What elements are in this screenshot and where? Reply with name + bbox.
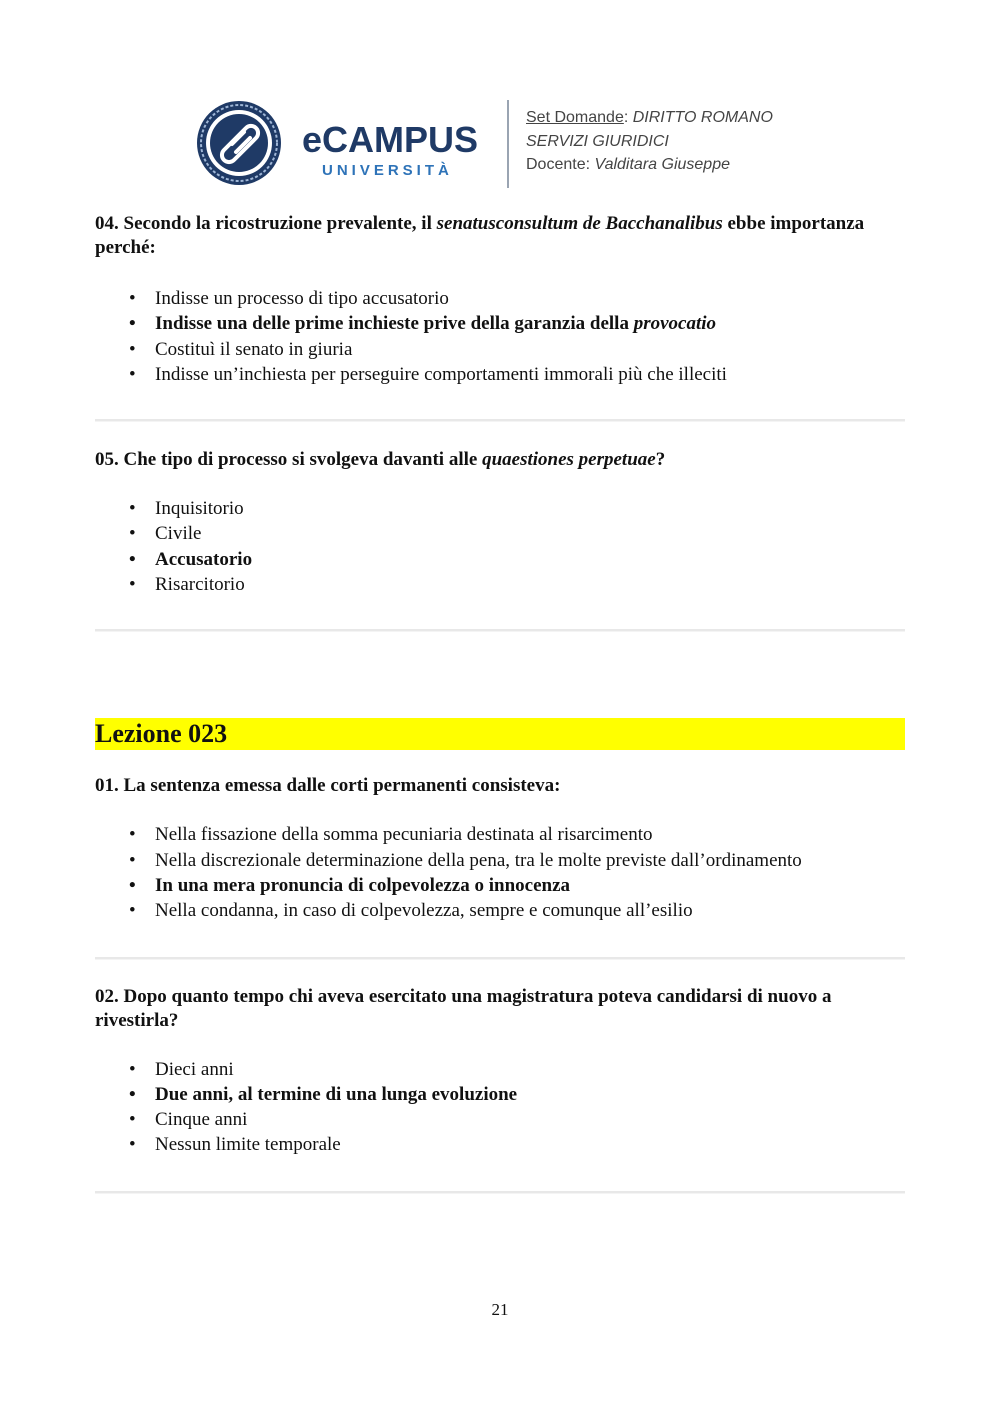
option-correct [95, 311, 905, 336]
option: • Inquisitorio [95, 496, 905, 521]
option: • Nella fissazione della somma pecuniaria destinata al risarcimento [95, 822, 905, 847]
document-body [95, 212, 905, 1194]
option: • Indisse un’inchiesta per perseguire comportamenti immorali più che illeciti [95, 362, 905, 387]
lesson-title: Lezione 023 [95, 718, 905, 750]
lesson-023-question-02: 02. Dopo quanto tempo chi aveva esercitato una magistratura poteva candidarsi di nuovo a rivestirla? [95, 985, 832, 1031]
separator [95, 1191, 905, 1194]
question-05-text: 05. Che tipo di processo si svolgeva davanti alle [95, 449, 483, 471]
separator [95, 629, 905, 632]
set-domande-value: DIRITTO ROMANO [632, 109, 773, 126]
lesson-023-question-01: 01. La sentenza emessa dalle corti permanenti consisteva: [95, 775, 561, 797]
option: • Civile [95, 521, 905, 546]
option: • Nella condanna, in caso di colpevolezza, sempre e comunque all’esilio [95, 898, 905, 923]
set-domande-value-line2: SERVIZI GIURIDICI [526, 132, 669, 150]
option: • Costituì il senato in giuria [95, 337, 905, 362]
lesson-023-question-01-options [95, 822, 905, 923]
ecampus-logo [302, 120, 502, 184]
set-domande-label: Set Domande [526, 109, 624, 126]
option: • Cinque anni [95, 1107, 905, 1132]
question-04-text: 04. Secondo la ricostruzione prevalente, il [95, 213, 437, 234]
option: • Nella discrezionale determinazione della pena, tra le molte previste dall’ordinamento [95, 848, 905, 873]
option-correct: • In una mera pronuncia di colpevolezza o innocenza [95, 873, 905, 898]
set-domande-colon: : [623, 109, 629, 126]
option: • Nessun limite temporale [95, 1132, 905, 1157]
question-04-options [95, 286, 905, 387]
option: • Indisse un processo di tipo accusatorio [95, 286, 905, 311]
header-divider [507, 100, 509, 188]
docente-label: Docente: [526, 156, 591, 173]
question-04-emphasis: senatusconsultum de Bacchanalibus [436, 213, 723, 234]
option: • Dieci anni [95, 1057, 905, 1082]
option-correct: • Due anni, al termine di una lunga evoluzione [95, 1082, 905, 1107]
question-04-text-end: ebbe importanza perché: [95, 213, 865, 258]
question-04 [95, 212, 905, 260]
separator [95, 957, 905, 960]
separator [95, 419, 905, 422]
docente-value: Valditara Giuseppe [594, 156, 730, 173]
docente-line [526, 153, 773, 177]
document-header [196, 98, 796, 190]
option-correct: • Accusatorio [95, 547, 905, 572]
question-05-text-end: ? [655, 449, 666, 471]
logo-ecampus-text: eCAMPUS [302, 119, 479, 160]
option-emphasis: provocatio [633, 313, 717, 335]
option-text: Indisse una delle prime inchieste prive della garanzia della [155, 313, 634, 335]
question-05-options [95, 496, 905, 597]
logo-universita-text: UNIVERSITÀ [322, 162, 453, 179]
header-info [526, 106, 773, 177]
question-05-emphasis: quaestiones perpetuae [482, 449, 656, 471]
question-05 [95, 448, 905, 472]
ecampus-emblem-icon [196, 100, 282, 186]
page-number: 21 [491, 1300, 509, 1319]
lesson-023-question-02-options [95, 1057, 905, 1158]
set-domande-line [526, 106, 773, 130]
option: • Risarcitorio [95, 572, 905, 597]
